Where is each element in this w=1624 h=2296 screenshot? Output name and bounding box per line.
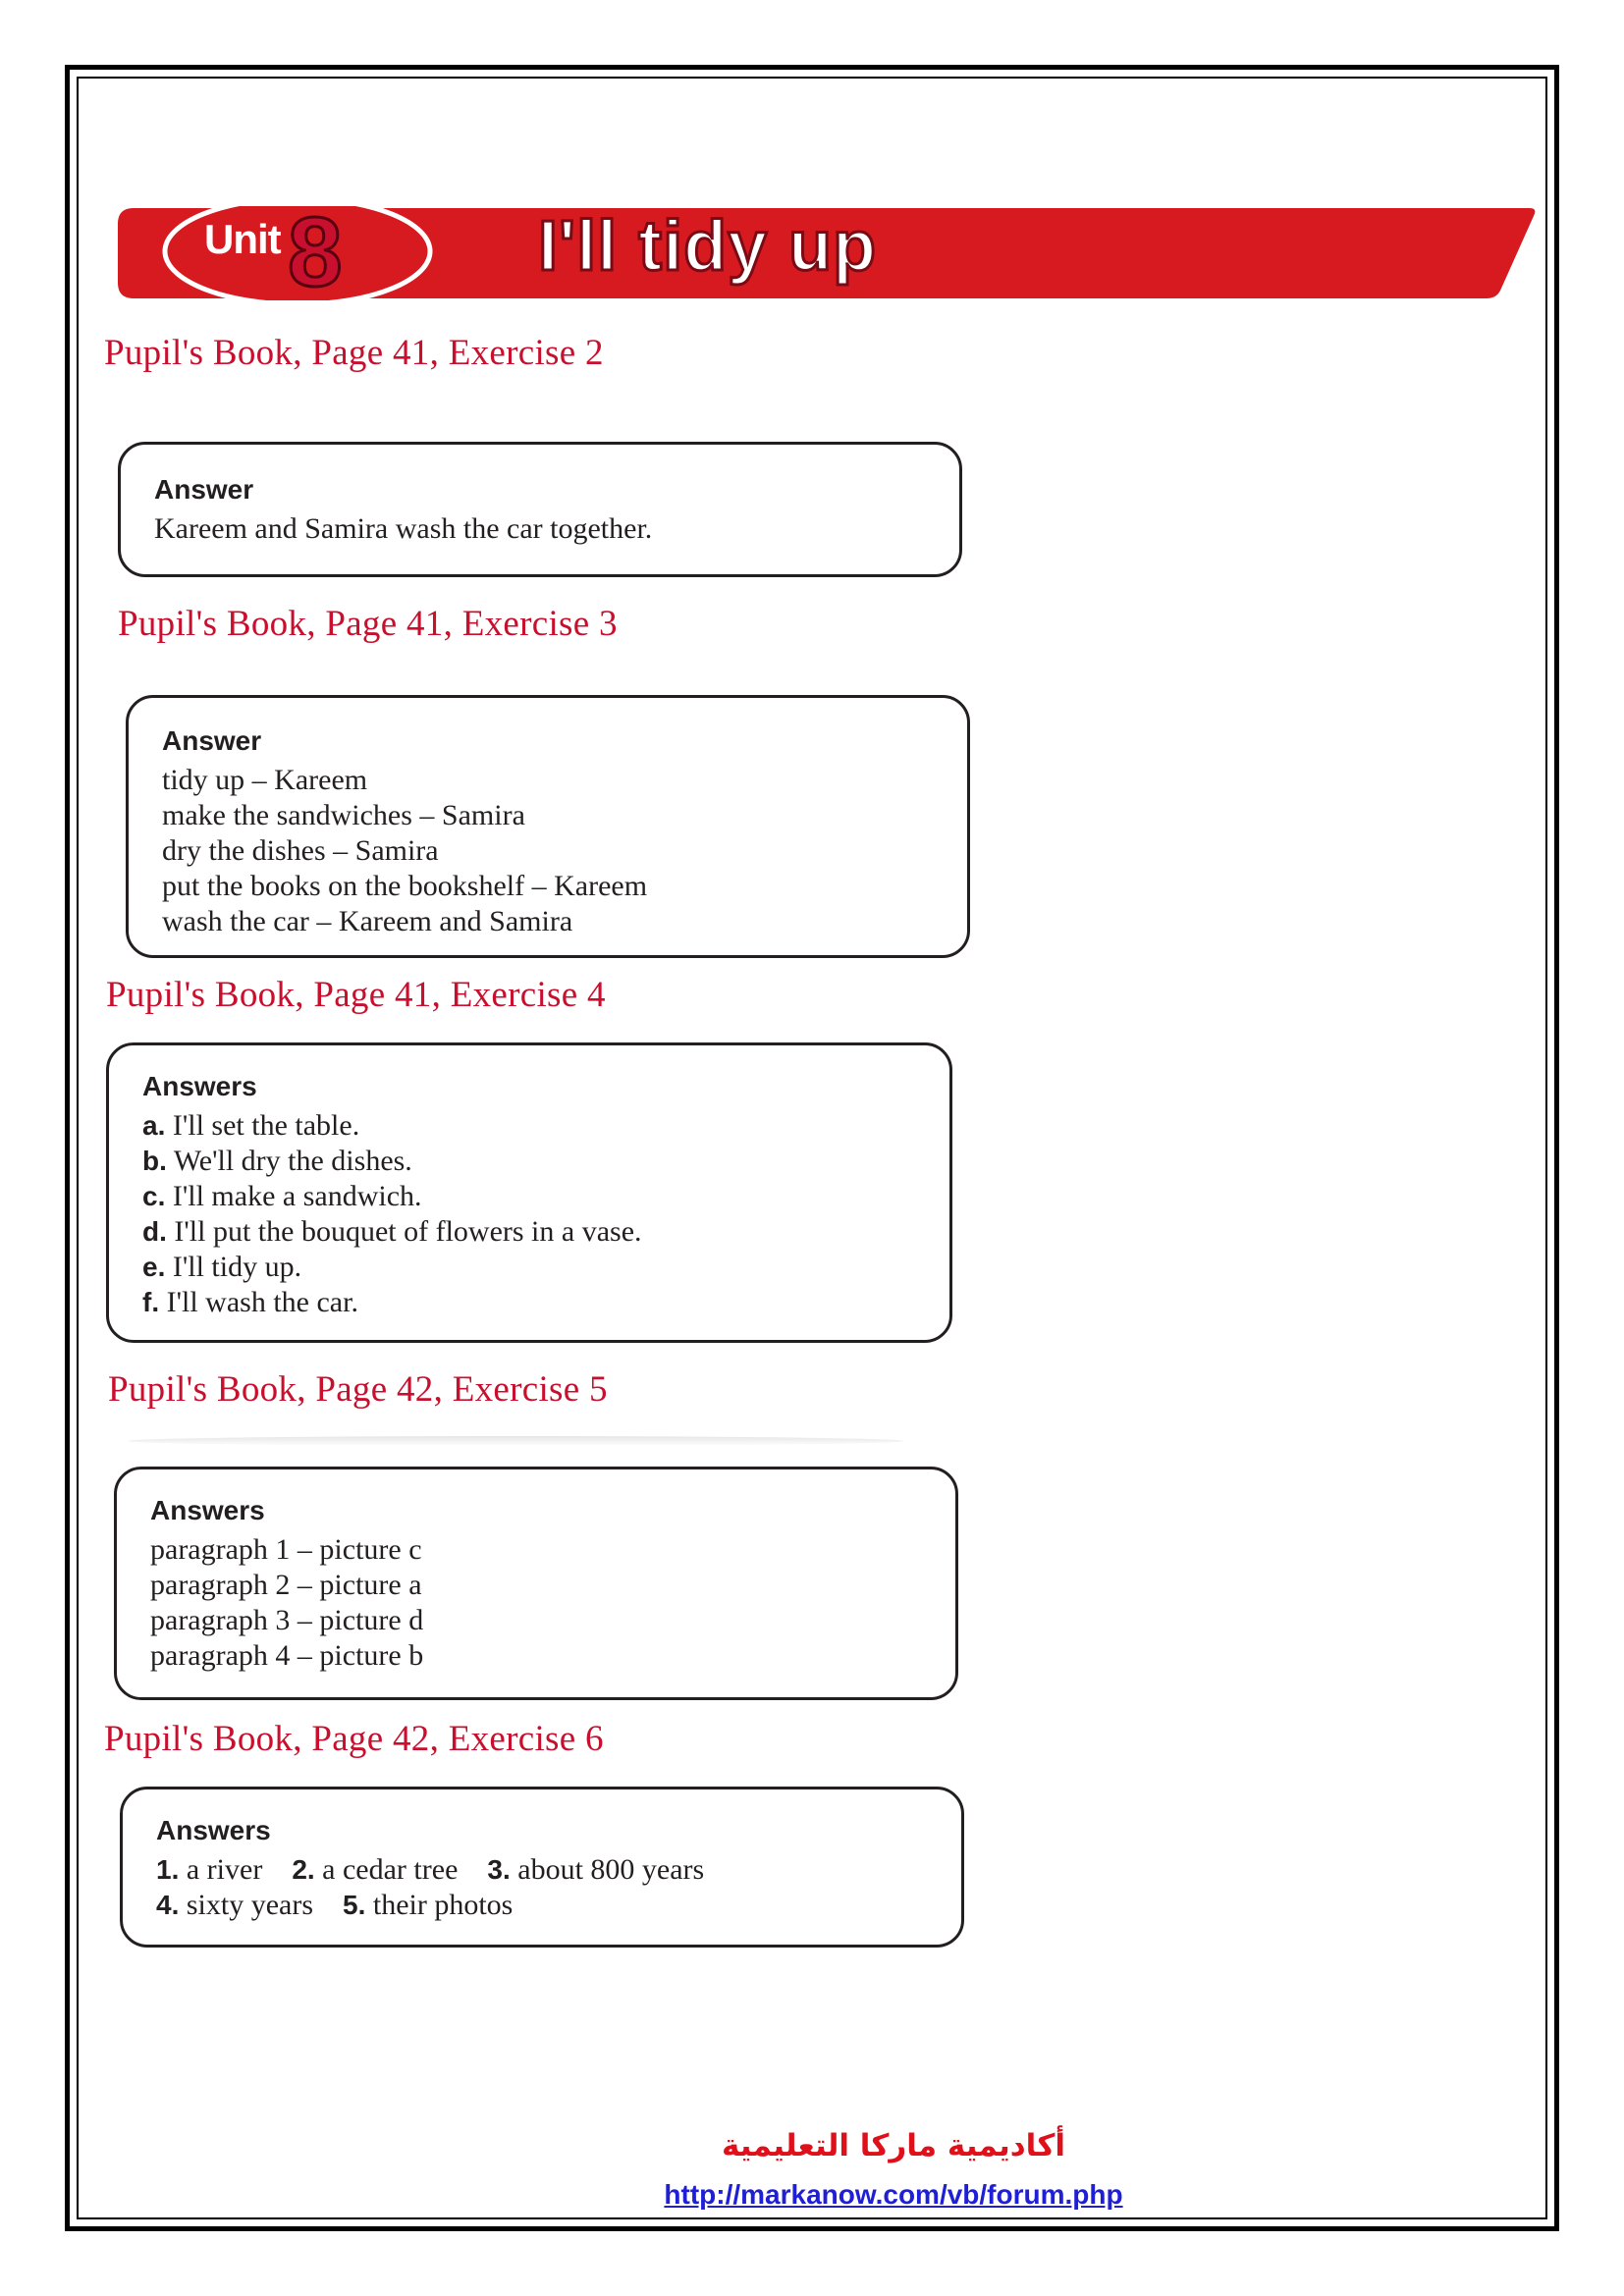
answer-item — [142, 1144, 949, 1179]
answer-item — [142, 1179, 949, 1214]
item-label: 2. — [292, 1854, 315, 1885]
section-heading-ex5: Pupil's Book, Page 42, Exercise 5 — [108, 1369, 608, 1410]
item-label: f. — [142, 1287, 160, 1317]
answer-item — [142, 1214, 949, 1250]
answer-box-title: Answers — [150, 1495, 265, 1525]
item-text: their photos — [372, 1889, 514, 1921]
footer-link[interactable]: http://markanow.com/vb/forum.php — [664, 2179, 1123, 2210]
answer-item — [142, 1108, 949, 1144]
answer-box-ex4 — [106, 1042, 952, 1343]
answer-row — [156, 1852, 961, 1888]
item-label: d. — [142, 1216, 167, 1247]
answer-item — [142, 1250, 949, 1285]
answer-line: paragraph 3 – picture d — [150, 1604, 424, 1636]
answer-line: tidy up – Kareem — [162, 764, 368, 796]
answer-box-ex5 — [114, 1467, 958, 1700]
answer-item — [142, 1285, 949, 1320]
item-text: a cedar tree — [322, 1853, 459, 1886]
item-text: I'll wash the car. — [166, 1286, 358, 1318]
answer-line: put the books on the bookshelf – Kareem — [162, 870, 648, 902]
answer-box-ex6 — [120, 1787, 964, 1948]
item-label: 3. — [487, 1854, 511, 1885]
unit-banner — [116, 197, 1540, 307]
footer-academy-name: أكاديمية ماركا التعليمية — [722, 2128, 1065, 2163]
answer-line: paragraph 4 – picture b — [150, 1639, 424, 1672]
item-text: I'll tidy up. — [172, 1251, 302, 1283]
heading-shadow — [128, 1436, 903, 1446]
item-label: e. — [142, 1252, 166, 1282]
item-text: I'll put the bouquet of flowers in a vase. — [174, 1215, 642, 1248]
section-heading-ex3: Pupil's Book, Page 41, Exercise 3 — [118, 604, 618, 644]
section-heading-ex4: Pupil's Book, Page 41, Exercise 4 — [106, 975, 606, 1015]
answer-line: paragraph 1 – picture c — [150, 1533, 422, 1566]
item-label: b. — [142, 1146, 167, 1176]
answer-box-title: Answers — [142, 1071, 257, 1101]
section-heading-ex6: Pupil's Book, Page 42, Exercise 6 — [104, 1719, 604, 1759]
item-label: c. — [142, 1181, 166, 1211]
answer-line: paragraph 2 – picture a — [150, 1569, 422, 1601]
answer-box-ex3 — [126, 695, 970, 958]
answer-line: make the sandwiches – Samira — [162, 799, 525, 831]
answer-line: wash the car – Kareem and Samira — [162, 905, 573, 937]
answer-line: Kareem and Samira wash the car together. — [154, 512, 653, 545]
answer-line: dry the dishes – Samira — [162, 834, 439, 867]
item-text: We'll dry the dishes. — [173, 1145, 412, 1177]
item-label: 4. — [156, 1890, 180, 1920]
item-text: I'll set the table. — [172, 1109, 360, 1142]
item-text: sixty years — [186, 1889, 313, 1921]
unit-title: I'll tidy up — [538, 207, 878, 286]
unit-label: Unit — [204, 216, 281, 262]
item-label: a. — [142, 1110, 166, 1141]
answer-box-title: Answers — [156, 1815, 271, 1845]
item-text: a river — [186, 1853, 263, 1886]
item-text: I'll make a sandwich. — [172, 1180, 422, 1212]
item-label: 5. — [343, 1890, 366, 1920]
answer-box-title: Answer — [162, 725, 262, 756]
answer-row — [156, 1888, 961, 1923]
section-heading-ex2: Pupil's Book, Page 41, Exercise 2 — [104, 333, 604, 373]
answer-box-ex2 — [118, 442, 962, 577]
answer-box-title: Answer — [154, 474, 254, 505]
item-text: about 800 years — [517, 1853, 705, 1886]
item-label: 1. — [156, 1854, 180, 1885]
unit-number: 8 — [288, 197, 343, 307]
